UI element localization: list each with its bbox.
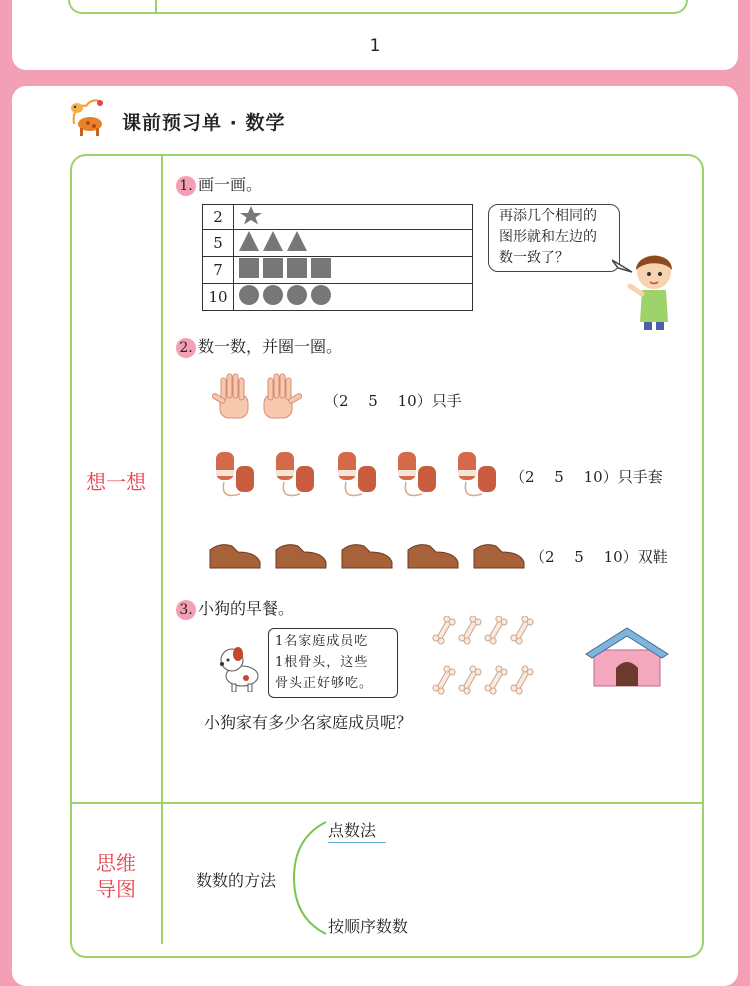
giraffe-icon	[68, 94, 108, 136]
question-1-number: 1.	[176, 176, 196, 196]
question-3-prompt: 小狗的早餐。	[198, 599, 295, 618]
speech-line: 再添几个相同的	[499, 208, 597, 224]
drawing-table	[202, 204, 473, 311]
row-count: 5	[203, 230, 234, 257]
row-count: 10	[203, 284, 234, 311]
bone-icon	[430, 616, 542, 698]
choice-hands: （2 5 10）只手	[324, 392, 462, 410]
dog-note	[268, 628, 398, 698]
row-count: 2	[203, 205, 234, 230]
mindmap-branch: 按顺序数数	[328, 917, 409, 936]
mindmap-root: 数数的方法	[196, 871, 277, 890]
choice-mittens: （2 5 10）只手套	[510, 468, 663, 486]
note-line: 1根骨头，这些	[275, 655, 369, 670]
page-number: 1	[369, 36, 381, 56]
question-3-title	[176, 596, 294, 620]
section-label-think: 想一想	[86, 470, 146, 494]
question-1-title	[176, 172, 262, 196]
hand-icon	[212, 372, 304, 420]
square-icons	[238, 257, 338, 279]
section-label-mindmap: 思维导图	[96, 851, 136, 901]
doghouse-icon	[584, 626, 670, 688]
question-3-number: 3.	[176, 600, 196, 620]
mitten-icon	[210, 446, 510, 502]
column-divider	[161, 154, 163, 944]
dog-icon	[214, 640, 266, 692]
question-2-title	[176, 334, 342, 358]
speech-line: 图形就和左边的	[499, 229, 597, 245]
mindmap-branch: 点数法	[328, 818, 386, 843]
row-count: 7	[203, 257, 234, 284]
previous-page-divider	[155, 0, 157, 12]
question-3-question: 小狗家有多少名家庭成员呢？	[204, 713, 413, 732]
shape-cell	[234, 230, 473, 257]
shoe-icon	[206, 536, 536, 574]
speech-bubble	[488, 204, 620, 272]
triangle-icons	[238, 230, 318, 252]
circle-icons	[238, 284, 338, 306]
shape-cell	[234, 205, 473, 230]
note-line: 骨头正好够吃。	[275, 676, 374, 691]
note-line: 1名家庭成员吃	[275, 634, 369, 649]
boy-icon	[622, 250, 678, 330]
table-row	[203, 205, 473, 230]
table-row	[203, 284, 473, 311]
speech-line: 数一致了？	[499, 250, 569, 266]
question-2-number: 2.	[176, 338, 196, 358]
shape-cell	[234, 257, 473, 284]
section-divider	[70, 802, 702, 804]
question-2-prompt: 数一数，并圈一圈。	[198, 337, 343, 356]
question-1-prompt: 画一画。	[198, 175, 263, 194]
previous-page-frame	[68, 0, 688, 14]
table-row	[203, 230, 473, 257]
mindmap-brace	[290, 818, 330, 936]
star-icon	[238, 205, 264, 225]
table-row	[203, 257, 473, 284]
choice-shoes: （2 5 10）双鞋	[530, 548, 668, 566]
page-title: 课前预习单 · 数学	[122, 112, 286, 134]
shape-cell	[234, 284, 473, 311]
